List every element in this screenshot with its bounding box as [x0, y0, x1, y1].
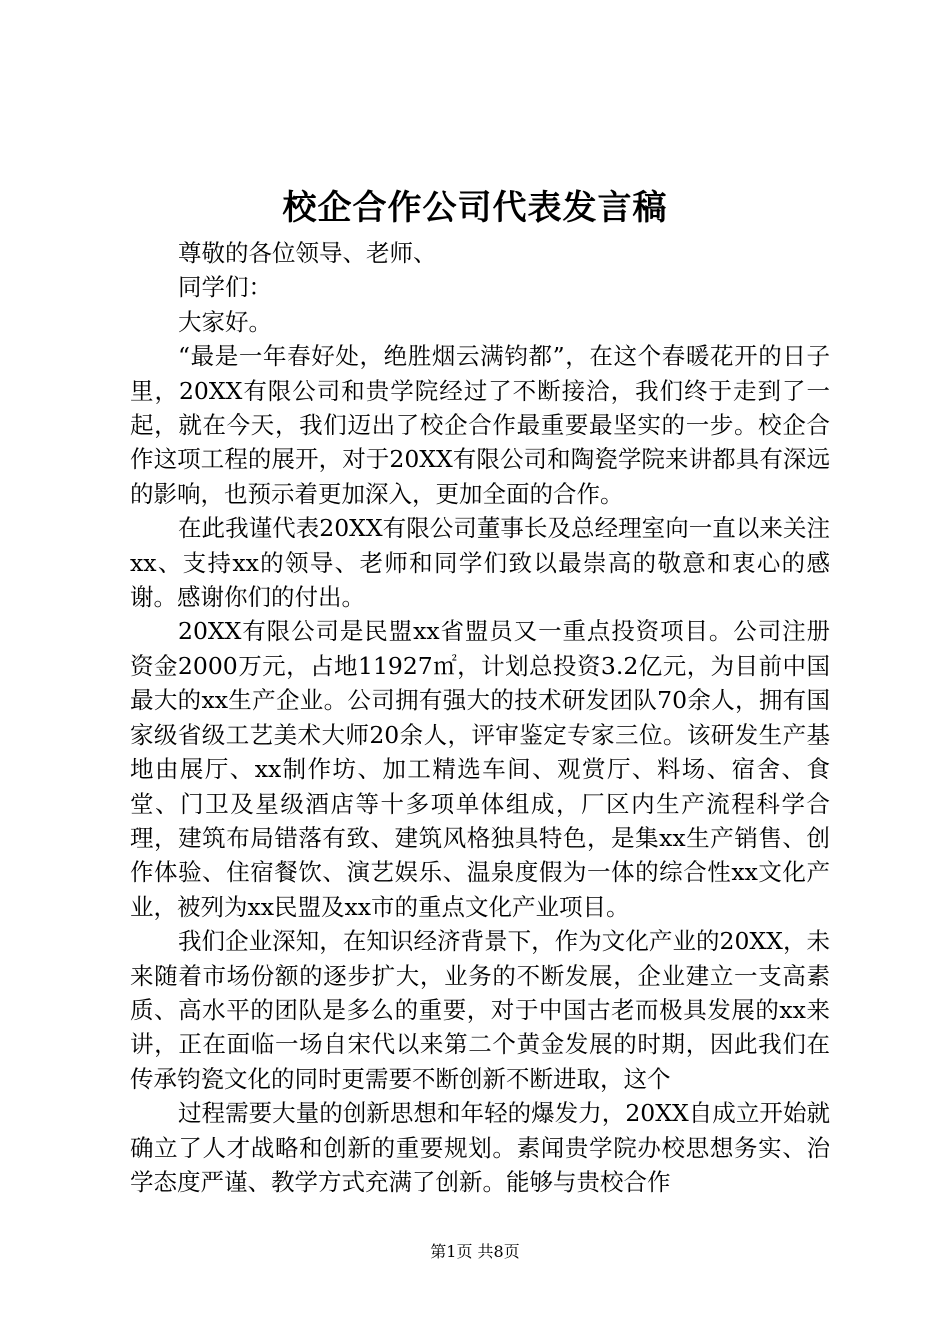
paragraph-talent-need: 我们企业深知，在知识经济背景下，作为文化产业的20XX，未来随着市场份额的逐步扩大，业务的不断发展，企业建立一支高素质、高水平的团队是多么的重要，对于中国古老而极具发展的xx来讲，正在面临一场自宋代以来第二个黄金发展的时期，因此我们在传承钧瓷文化的同时更需要不断创新不断进取，这个 [130, 927, 830, 1093]
page-footer: 第1页 共8页 [430, 1242, 520, 1261]
paragraph-company-intro: 20XX有限公司是民盟xx省盟员又一重点投资项目。公司注册资金2000万元，占地11927㎡，计划总投资3.2亿元，为目前中国最大的xx生产企业。公司拥有强大的技术研发团队70余人，拥有国家级省级工艺美术大师20余人，评审鉴定专家三位。该研发生产基地由展厅、xx制作坊、加工精选车间、观赏厅、料场、宿舍、食堂、门卫及星级酒店等十多项单体组成，厂区内生产流程科学合理，建筑布局错落有致、建筑风格独具特色，是集xx生产销售、创作体验、住宿餐饮、演艺娱乐、温泉度假为一体的综合性xx文化产业，被列为xx民盟及xx市的重点文化产业项目。 [130, 617, 830, 921]
paragraph-thanks: 在此我谨代表20XX有限公司董事长及总经理室向一直以来关注xx、支持xx的领导、老师和同学们致以最崇高的敬意和衷心的感谢。感谢你们的付出。 [130, 514, 830, 612]
greeting-line: 大家好。 [178, 307, 272, 336]
paragraph-cooperation: 过程需要大量的创新思想和年轻的爆发力，20XX自成立开始就确立了人才战略和创新的重要规划。素闻贵学院办校思想务实、治学态度严谨、教学方式充满了创新。能够与贵校合作 [130, 1099, 830, 1196]
paragraph-opening: “最是一年春好处，绝胜烟云满钧都”，在这个春暖花开的日子里，20XX有限公司和贵学院经过了不断接洽，我们终于走到了一起，就在今天，我们迈出了校企合作最重要最坚实的一步。校企合作这项工程的展开，对于20XX有限公司和陶瓷学院来讲都具有深远的影响，也预示着更加深入，更加全面的合作。 [130, 342, 830, 508]
document-body [130, 236, 830, 1199]
salutation-line-2: 同学们： [178, 273, 272, 302]
salutation-line-1: 尊敬的各位领导、老师、 [178, 239, 437, 267]
document-title: 校企合作公司代表发言稿 [282, 188, 668, 228]
